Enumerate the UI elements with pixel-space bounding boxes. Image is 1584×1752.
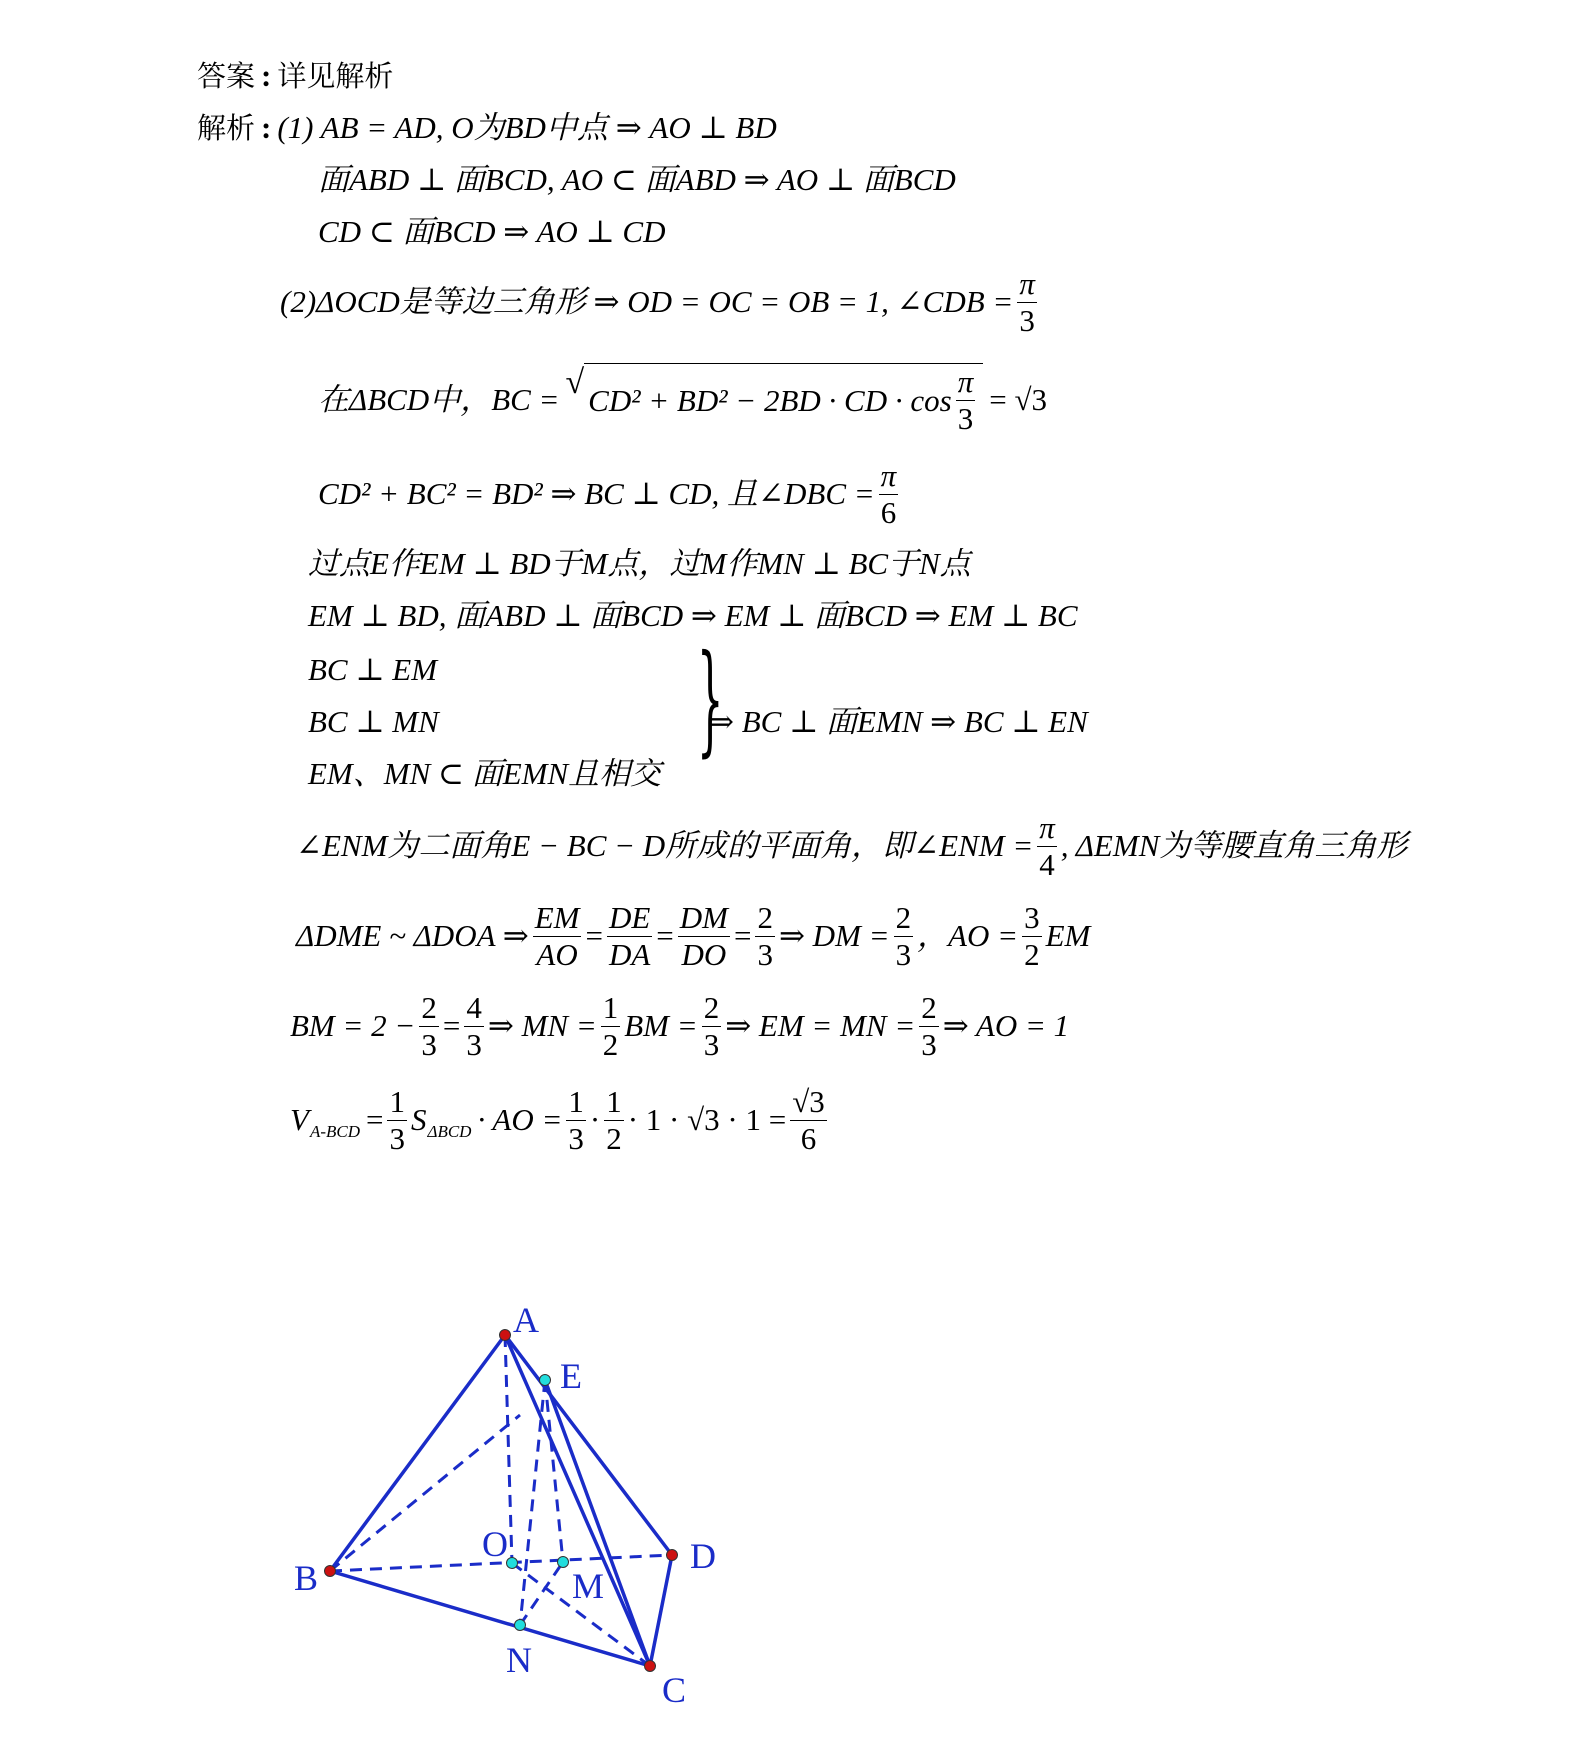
denominator: 3: [703, 1026, 720, 1062]
system-result: ⇒ BC ⊥ 面EMN ⇒ BC ⊥ EN: [708, 704, 1088, 739]
numerator: EM: [534, 899, 580, 935]
numerator: π: [1019, 265, 1035, 301]
fraction-1-2: [604, 1084, 624, 1157]
edge-ec: [545, 1380, 650, 1666]
fraction-sqrt3-6: [790, 1084, 827, 1157]
fraction-2-3: [702, 990, 722, 1063]
denominator: 3: [757, 936, 773, 972]
part2-line7-text: ΔDME ~ ΔDOA ⇒: [296, 918, 529, 953]
numerator: 4: [466, 989, 482, 1025]
radicand: [584, 363, 983, 437]
text-segment: ，AO =: [917, 918, 1019, 953]
segment-nm-hidden: [520, 1562, 563, 1625]
denominator: 3: [957, 401, 974, 436]
numerator: π: [1039, 809, 1055, 845]
fraction-1-3: [387, 1084, 407, 1157]
denominator: DO: [681, 936, 727, 972]
point-n: [515, 1620, 526, 1631]
denominator: 3: [421, 1026, 437, 1062]
fraction-pi-over-3: [956, 364, 976, 437]
tetrahedron-figure: [270, 1290, 790, 1740]
area-subscript: ΔBCD: [427, 1122, 472, 1141]
numerator: π: [957, 364, 974, 399]
numerator: 2: [921, 989, 937, 1025]
text-segment: · 1 · √3 · 1 =: [627, 1102, 787, 1137]
edge-ab: [330, 1335, 505, 1571]
text-segment: ⇒ EM = MN =: [725, 1008, 916, 1043]
right-brace: }: [696, 630, 724, 769]
fraction-2-3: [755, 900, 775, 973]
denominator: DA: [608, 936, 651, 972]
part1-line2: 面ABD ⊥ 面BCD, AO ⊂ 面ABD ⇒ AO ⊥ 面BCD: [318, 162, 956, 197]
part2-line2-result: = √3: [989, 382, 1047, 417]
equals-sign: =: [365, 1102, 384, 1137]
denominator: 2: [602, 1026, 619, 1062]
numerator: DM: [679, 899, 728, 935]
denominator: 6: [800, 1120, 817, 1156]
square-root: [565, 363, 983, 437]
label-n: N: [506, 1640, 532, 1680]
part2-line1-text: (2)ΔOCD是等边三角形 ⇒ OD = OC = OB = 1, ∠CDB =: [280, 284, 1014, 319]
numerator: 3: [1024, 899, 1040, 935]
numerator: 1: [606, 1083, 622, 1119]
fraction-dm-do: [678, 900, 730, 973]
equals-sign: =: [733, 918, 752, 953]
numerator: 2: [895, 899, 912, 935]
solid-edges: [330, 1335, 672, 1666]
volume-symbol: V: [290, 1102, 309, 1137]
part2-line2-text: 在ΔBCD中，BC =: [318, 382, 560, 417]
label-a: A: [513, 1300, 539, 1340]
part2-line3-text: CD² + BC² = BD² ⇒ BC ⊥ CD, 且∠DBC =: [318, 476, 875, 511]
part2-line8: [290, 989, 1070, 1062]
text-segment: ·: [589, 1102, 601, 1137]
equals-sign: =: [656, 918, 674, 953]
fraction-2-3: [419, 990, 439, 1063]
text-segment: BM =: [624, 1008, 698, 1043]
label-d: D: [690, 1536, 716, 1576]
vertex-b: [325, 1566, 336, 1577]
equals-sign: =: [442, 1008, 461, 1043]
fraction-2-3: [894, 900, 914, 973]
analysis-label: 解析: [197, 111, 256, 145]
part2-line8-text: BM = 2 −: [290, 1008, 416, 1043]
numerator: 2: [703, 989, 720, 1025]
denominator: 3: [389, 1120, 405, 1156]
system-line-3: EM、MN ⊂ 面EMN且相交: [308, 756, 662, 791]
denominator: 6: [880, 494, 897, 530]
fraction-1-3: [566, 1084, 586, 1157]
numerator: π: [880, 457, 897, 493]
numerator: 1: [602, 989, 619, 1025]
part2-line4: 过点E作EM ⊥ BD于M点，过M作MN ⊥ BC于N点: [308, 546, 971, 581]
point-o: [507, 1558, 518, 1569]
fraction-de-da: [607, 900, 652, 973]
label-e: E: [560, 1356, 582, 1396]
fraction-pi-over-3: [1017, 266, 1037, 339]
part2-line2: [318, 364, 1047, 436]
text-segment: ⇒ AO = 1: [942, 1008, 1070, 1043]
label-m: M: [572, 1566, 605, 1606]
volume-subscript: A-BCD: [309, 1122, 360, 1141]
numerator: 2: [421, 989, 437, 1025]
denominator: 3: [921, 1026, 937, 1062]
part2-line1: [280, 265, 1041, 338]
part2-line5: EM ⊥ BD, 面ABD ⊥ 面BCD ⇒ EM ⊥ 面BCD ⇒ EM ⊥ BC: [308, 598, 1078, 633]
point-e: [540, 1375, 551, 1386]
fraction-2-3: [919, 990, 939, 1063]
label-o: O: [482, 1524, 508, 1564]
part2-line3: [318, 457, 902, 530]
answer-line: [197, 56, 393, 96]
denominator: AO: [536, 936, 578, 972]
fraction-pi-over-6: [879, 458, 899, 531]
edge-cd: [650, 1555, 672, 1666]
denominator: 2: [606, 1120, 622, 1156]
radicand-text: CD² + BD² − 2BD · CD · cos: [588, 382, 952, 418]
denominator: 3: [466, 1026, 482, 1062]
label-b: B: [294, 1558, 319, 1598]
numerator: 2: [757, 899, 773, 935]
fraction-em-ao: [533, 900, 582, 973]
analysis-line-1: [197, 108, 777, 148]
numerator: 1: [568, 1083, 584, 1119]
answer-colon: :: [261, 58, 272, 93]
fraction-3-2: [1022, 900, 1042, 973]
numerator: DE: [608, 899, 651, 935]
denominator: 3: [895, 936, 912, 972]
part1-line3: CD ⊂ 面BCD ⇒ AO ⊥ CD: [318, 214, 666, 249]
text-segment: ⇒ MN =: [487, 1008, 597, 1043]
fraction-4-3: [464, 990, 484, 1063]
vertex-a: [500, 1330, 511, 1341]
part2-line6-text: ∠ENM为二面角E − BC − D所成的平面角，即∠ENM =: [296, 828, 1034, 863]
denominator: 4: [1039, 846, 1055, 882]
label-c: C: [662, 1670, 687, 1710]
denominator: 3: [1019, 302, 1035, 338]
part2-line6: [296, 809, 1408, 882]
system-line-2: BC ⊥ MN: [308, 704, 439, 739]
answer-text: 详见解析: [277, 59, 394, 93]
part2-line6-suffix: , ΔEMN为等腰直角三角形: [1060, 828, 1408, 863]
text-segment: ⇒ DM =: [778, 918, 890, 953]
denominator: 3: [568, 1120, 584, 1156]
part2-line9: [290, 1083, 831, 1156]
numerator: √3: [792, 1083, 825, 1119]
part2-line7: [296, 899, 1091, 972]
text-segment: · AO =: [477, 1102, 563, 1137]
vertex-d: [667, 1550, 678, 1561]
system-line-1: BC ⊥ EM: [308, 652, 438, 687]
equals-sign: =: [585, 918, 603, 953]
numerator: 1: [389, 1083, 405, 1119]
part1-line1: (1) AB = AD, O为BD中点 ⇒ AO ⊥ BD: [277, 110, 777, 145]
answer-label: 答案: [197, 59, 256, 93]
denominator: 2: [1024, 936, 1040, 972]
point-m: [558, 1557, 569, 1568]
analysis-colon: :: [261, 110, 272, 145]
radical-sign: √: [565, 364, 585, 401]
fraction-pi-over-4: [1037, 810, 1057, 883]
fraction-1-2: [601, 990, 621, 1063]
text-segment: EM: [1045, 918, 1091, 953]
vertex-c: [645, 1661, 656, 1672]
area-symbol: S: [410, 1102, 427, 1137]
